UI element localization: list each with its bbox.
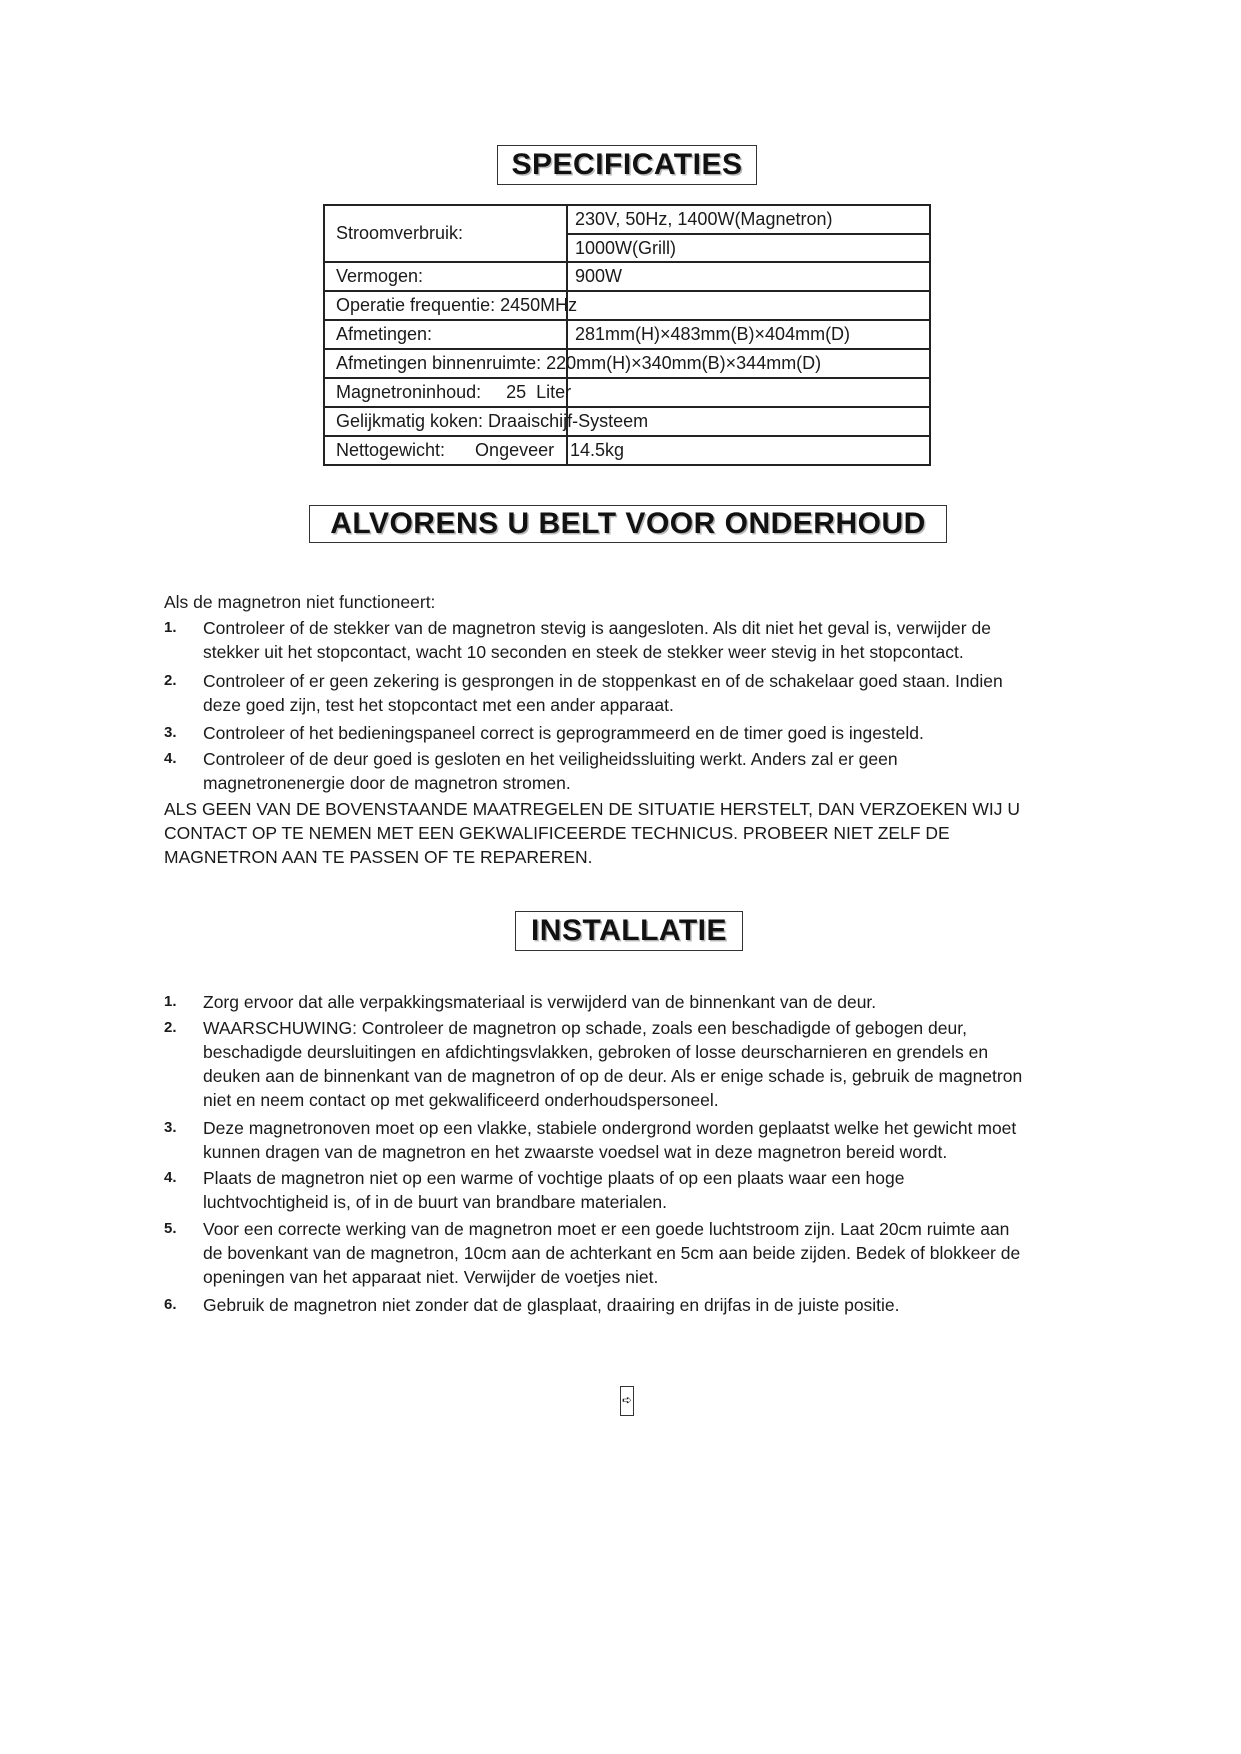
list-item-number: 1.: [164, 619, 177, 636]
table-row: [325, 321, 929, 350]
spec-text: Operatie frequentie: 2450MHz: [336, 295, 578, 315]
list-item-number: 2.: [164, 1019, 177, 1036]
list-item-number: 3.: [164, 724, 177, 741]
table-row: [325, 206, 929, 263]
list-item-line: deze goed zijn, test het stopcontact met een ander apparaat.: [203, 695, 674, 715]
list-item-number: 4.: [164, 1169, 177, 1186]
list-item-line: Plaats de magnetron niet op een warme of vochtige plaats of op een plaats waar een hoge: [203, 1168, 905, 1188]
spec-label: Stroomverbruik:: [336, 223, 464, 243]
spec-label: Nettogewicht: Ongeveer: [336, 440, 555, 460]
list-item-line: deuken aan de binnenkant van de magnetron of op de deur. Als er enige schade is, gebruik de magnetron: [203, 1066, 1023, 1086]
list-item-line: niet en neem contact op met gekwalificeerd onderhoudspersoneel.: [203, 1090, 719, 1110]
list-item-number: 1.: [164, 993, 177, 1010]
table-row: [325, 350, 929, 379]
list-item-number: 4.: [164, 750, 177, 767]
maintenance-intro: Als de magnetron niet functioneert:: [164, 592, 436, 612]
specifications-title: SPECIFICATIES: [497, 145, 757, 185]
maintenance-warning-line: ALS GEEN VAN DE BOVENSTAANDE MAATREGELEN DE SITUATIE HERSTELT, DAN VERZOEKEN WIJ U: [164, 799, 1021, 819]
list-item-line: Controleer of er geen zekering is gesprongen in de stoppenkast en of de schakelaar goed staan. Indien: [203, 671, 1003, 691]
spec-value: 1000W(Grill): [575, 238, 677, 258]
table-row: [325, 437, 929, 464]
spec-label: Afmetingen:: [336, 324, 433, 344]
list-item-line: Controleer of de stekker van de magnetron stevig is aangesloten. Als dit niet het geval is, verwijder de: [203, 618, 991, 638]
maintenance-warning-line: MAGNETRON AAN TE PASSEN OF TE REPAREREN.: [164, 847, 593, 867]
table-row: [325, 408, 929, 437]
list-item-line: Controleer of het bedieningspaneel correct is geprogrammeerd en de timer goed is ingesteld.: [203, 723, 924, 743]
list-item-number: 2.: [164, 672, 177, 689]
list-item-line: openingen van het apparaat niet. Verwijder de voetjes niet.: [203, 1267, 659, 1287]
list-item-line: WAARSCHUWING: Controleer de magnetron op schade, zoals een beschadigde of gebogen deur,: [203, 1018, 967, 1038]
list-item-line: Controleer of de deur goed is gesloten en het veiligheidssluiting werkt. Anders zal er geen: [203, 749, 898, 769]
list-item-number: 3.: [164, 1119, 177, 1136]
table-row: [325, 292, 929, 321]
spec-text: Magnetroninhoud: 25 Liter: [336, 382, 572, 402]
maintenance-title: ALVORENS U BELT VOOR ONDERHOUD: [309, 505, 947, 543]
maintenance-warning-line: CONTACT OP TE NEMEN MET EEN GEKWALIFICEERDE TECHNICUS. PROBEER NIET ZELF DE: [164, 823, 950, 843]
specifications-table: [323, 204, 931, 466]
spec-value: 14.5kg: [570, 440, 625, 460]
spec-value: 281mm(H)×483mm(B)×404mm(D): [575, 324, 851, 344]
list-item-line: de bovenkant van de magnetron, 10cm aan de achterkant en 5cm aan beide zijden. Bedek of blokkeer de: [203, 1243, 1021, 1263]
list-item-number: 6.: [164, 1296, 177, 1313]
installation-title: INSTALLATIE: [515, 911, 743, 951]
page-marker-icon: ➪: [620, 1386, 634, 1416]
list-item-line: kunnen dragen van de magnetron en het zwaarste voedsel wat in deze magnetron bereid wordt.: [203, 1142, 948, 1162]
table-row: [325, 263, 929, 292]
list-item-line: beschadigde deursluitingen en afdichtingsvlakken, gebroken of losse deurscharnieren en grendels en: [203, 1042, 989, 1062]
list-item-line: Zorg ervoor dat alle verpakkingsmateriaal is verwijderd van de binnenkant van de deur.: [203, 992, 877, 1012]
spec-value: 230V, 50Hz, 1400W(Magnetron): [575, 209, 833, 229]
list-item-line: luchtvochtigheid is, of in de buurt van brandbare materialen.: [203, 1192, 668, 1212]
spec-label: Vermogen:: [336, 266, 424, 286]
list-item-line: magnetronenergie door de magnetron stromen.: [203, 773, 571, 793]
list-item-line: Voor een correcte werking van de magnetron moet er een goede luchtstroom zijn. Laat 20cm ruimte aan: [203, 1219, 1010, 1239]
list-item-line: stekker uit het stopcontact, wacht 10 seconden en steek de stekker weer stevig in het stopcontact.: [203, 642, 964, 662]
list-item-line: Gebruik de magnetron niet zonder dat de glasplaat, draairing en drijfas in de juiste positie.: [203, 1295, 900, 1315]
spec-text: Afmetingen binnenruimte: 220mm(H)×340mm(B)×344mm(D): [336, 353, 822, 373]
spec-text: Gelijkmatig koken: Draaischijf-Systeem: [336, 411, 649, 431]
list-item-line: Deze magnetronoven moet op een vlakke, stabiele ondergrond worden geplaatst welke het gewicht moet: [203, 1118, 1017, 1138]
list-item-number: 5.: [164, 1220, 177, 1237]
table-row: [325, 379, 929, 408]
spec-value: 900W: [575, 266, 623, 286]
